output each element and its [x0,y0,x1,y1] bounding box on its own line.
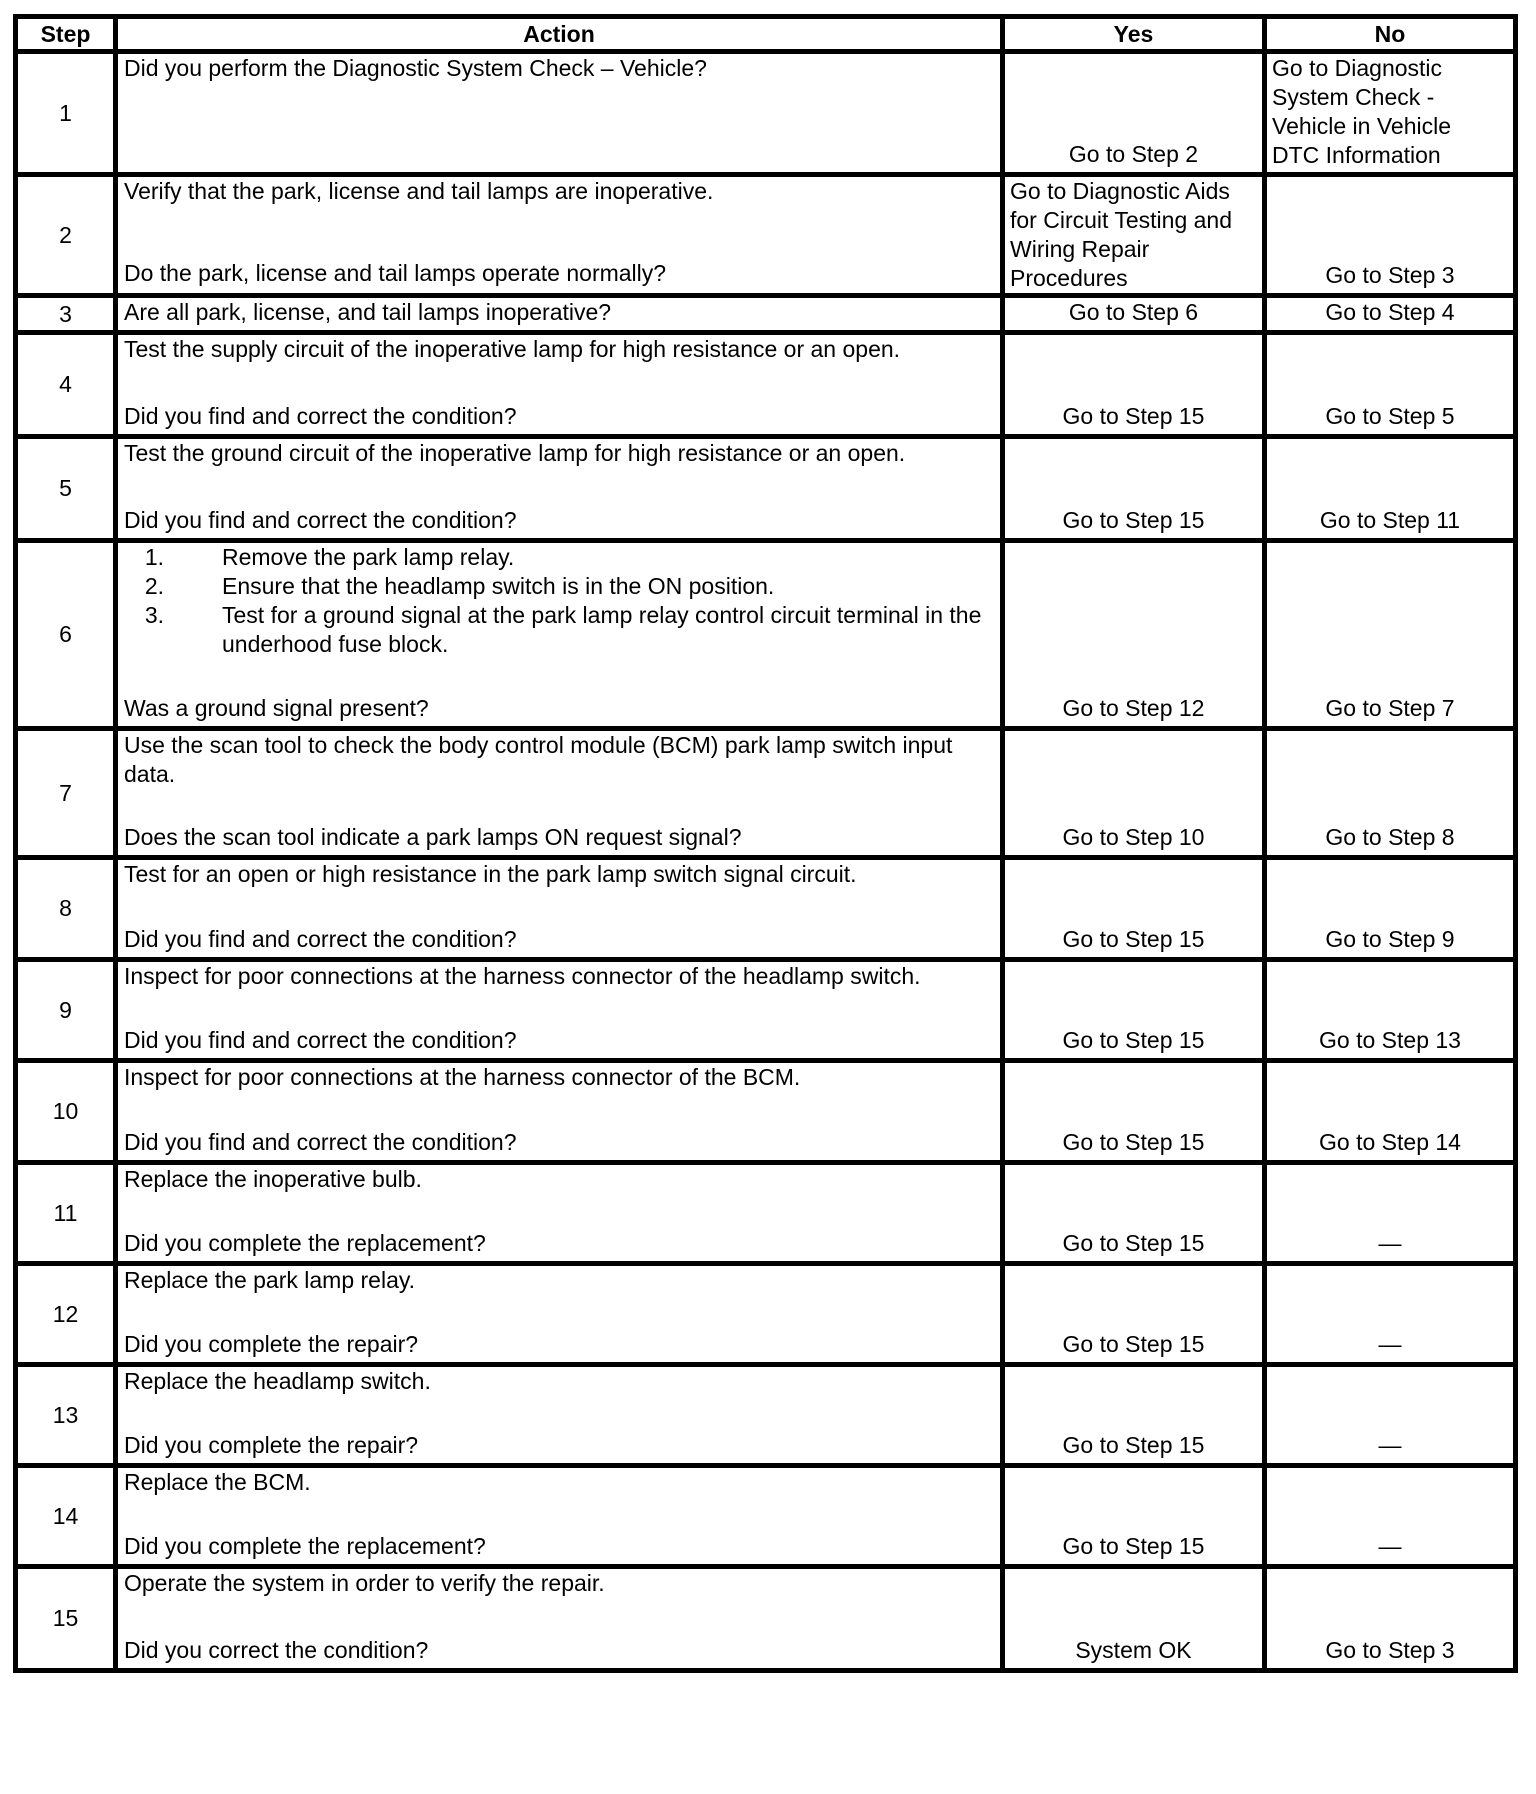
no-target[interactable]: Go to Step 4 [1325,299,1455,325]
table-row [16,1567,1516,1671]
no-link-line[interactable]: DTC Information [1272,142,1441,168]
action-instruction: Are all park, license, and tail lamps inoperative? [124,299,612,325]
substep-text: Remove the park lamp relay. [222,544,515,570]
action-instruction: Inspect for poor connections at the harness connector of the BCM. [124,1064,801,1090]
action-cell [116,175,1003,296]
no-target[interactable]: Go to Step 3 [1325,262,1455,288]
header-action: Action [116,17,1003,52]
no-target[interactable]: Go to Step 5 [1325,403,1455,429]
action-question: Did you find and correct the condition? [124,926,517,952]
yes-cell [1003,175,1265,296]
action-question: Did you correct the condition? [124,1637,429,1663]
action-cell [116,437,1003,541]
step-number: 6 [16,541,116,729]
action-question: Did you find and correct the condition? [124,1027,517,1053]
no-cell [1265,1163,1516,1264]
action-question: Did you find and correct the condition? [124,403,517,429]
table-row [16,175,1516,296]
yes-cell [1003,52,1265,175]
action-cell [116,541,1003,729]
step-number: 1 [16,52,116,175]
step-number: 11 [16,1163,116,1264]
substep-list [124,543,994,659]
action-cell [116,296,1003,333]
action-cell [116,1061,1003,1163]
yes-cell [1003,1264,1265,1365]
action-question: Does the scan tool indicate a park lamps ON request signal? [124,824,742,850]
step-number: 4 [16,333,116,437]
no-target[interactable]: Go to Step 11 [1319,507,1461,533]
header-yes: Yes [1003,17,1265,52]
yes-cell [1003,541,1265,729]
no-cell [1265,1466,1516,1567]
no-target[interactable]: Go to Step 14 [1319,1129,1461,1155]
no-target[interactable]: Go to Step 13 [1319,1027,1461,1053]
yes-cell [1003,960,1265,1061]
step-number: 2 [16,175,116,296]
yes-target[interactable]: Go to Step 15 [1062,1432,1205,1458]
substep-number: 1. [144,544,164,570]
table-row [16,960,1516,1061]
yes-link-line[interactable]: Go to Diagnostic Aids [1010,178,1230,204]
action-question: Did you complete the replacement? [124,1533,486,1559]
action-cell [116,52,1003,175]
action-cell [116,1567,1003,1671]
yes-cell [1003,333,1265,437]
substep-text: Test for a ground signal at the park lamp relay control circuit terminal in the underhood fuse block. [222,602,982,657]
substep-item [144,601,994,659]
header-row [16,17,1516,52]
action-instruction: Verify that the park, license and tail lamps are inoperative. [124,178,714,204]
no-link-line[interactable]: Go to Diagnostic [1272,55,1443,81]
substep-text: Ensure that the headlamp switch is in the ON position. [222,573,775,599]
action-instruction: Inspect for poor connections at the harness connector of the headlamp switch. [124,963,921,989]
action-question: Did you complete the repair? [124,1432,419,1458]
action-cell [116,858,1003,960]
table-row [16,1163,1516,1264]
table-row [16,296,1516,333]
yes-target[interactable]: Go to Step 15 [1062,507,1205,533]
step-number: 14 [16,1466,116,1567]
action-question [124,327,994,330]
no-target[interactable]: Go to Step 9 [1325,926,1455,952]
table-row [16,541,1516,729]
no-target[interactable]: Go to Step 7 [1325,695,1455,721]
action-instruction: Use the scan tool to check the body control module (BCM) park lamp switch input data. [124,732,953,787]
action-instruction: Replace the inoperative bulb. [124,1166,422,1192]
yes-cell [1003,437,1265,541]
yes-target[interactable]: Go to Step 15 [1062,1230,1205,1256]
yes-link-line[interactable]: Procedures [1010,265,1128,291]
no-target[interactable]: Go to Step 3 [1325,1637,1455,1663]
action-question: Did you find and correct the condition? [124,1129,517,1155]
table-row [16,333,1516,437]
action-instruction: Replace the park lamp relay. [124,1267,416,1293]
table-row [16,1466,1516,1567]
yes-cell [1003,1365,1265,1466]
action-cell [116,960,1003,1061]
yes-cell [1003,296,1265,333]
no-cell [1265,296,1516,333]
no-cell [1265,960,1516,1061]
table-row [16,858,1516,960]
action-cell [116,1365,1003,1466]
yes-target[interactable]: Go to Step 15 [1062,926,1205,952]
yes-target[interactable]: Go to Step 12 [1062,695,1205,721]
action-question: Do the park, license and tail lamps operate normally? [124,260,667,286]
table-row [16,437,1516,541]
no-cell [1265,437,1516,541]
yes-cell [1003,1567,1265,1671]
step-number: 13 [16,1365,116,1466]
action-instruction: Did you perform the Diagnostic System Check – Vehicle? [124,55,707,81]
substep-number: 3. [144,602,164,628]
action-cell [116,1466,1003,1567]
step-number: 5 [16,437,116,541]
no-cell [1265,729,1516,858]
table-row [16,1061,1516,1163]
yes-target[interactable]: Go to Step 15 [1062,1331,1205,1357]
action-cell [116,729,1003,858]
no-target[interactable]: Go to Step 8 [1325,824,1455,850]
action-instruction: Operate the system in order to verify the repair. [124,1570,605,1596]
yes-cell [1003,1163,1265,1264]
no-cell [1265,1061,1516,1163]
step-number: 9 [16,960,116,1061]
yes-target[interactable]: Go to Step 15 [1062,1533,1205,1559]
action-cell [116,1163,1003,1264]
no-cell [1265,333,1516,437]
action-instruction: Test the ground circuit of the inoperative lamp for high resistance or an open. [124,440,906,466]
substep-item [144,543,994,572]
no-cell [1265,1264,1516,1365]
step-number: 7 [16,729,116,858]
no-cell [1265,541,1516,729]
step-number: 3 [16,296,116,333]
action-instruction: Replace the BCM. [124,1469,311,1495]
table-row [16,1365,1516,1466]
yes-target[interactable]: Go to Step 15 [1062,403,1205,429]
action-question: Did you find and correct the condition? [124,507,517,533]
yes-target[interactable]: Go to Step 2 [1068,141,1199,167]
no-target: — [1378,1331,1402,1357]
yes-target[interactable]: Go to Step 10 [1062,824,1205,850]
no-link-line[interactable]: Vehicle in Vehicle [1272,113,1452,139]
yes-link-line[interactable]: Wiring Repair [1010,236,1150,262]
action-question: Did you complete the replacement? [124,1230,486,1256]
header-no: No [1265,17,1516,52]
yes-target[interactable]: Go to Step 15 [1062,1027,1205,1053]
no-cell [1265,1567,1516,1671]
no-cell [1265,52,1516,175]
step-number: 10 [16,1061,116,1163]
no-target: — [1378,1230,1402,1256]
action-instruction: Test the supply circuit of the inoperative lamp for high resistance or an open. [124,336,901,362]
no-cell [1265,175,1516,296]
yes-cell [1003,729,1265,858]
table-row [16,1264,1516,1365]
no-link-line[interactable]: System Check - [1272,84,1435,110]
action-question [124,169,994,172]
yes-target[interactable]: System OK [1075,1637,1192,1663]
table-body [16,52,1516,1671]
no-cell [1265,1365,1516,1466]
action-instruction: Replace the headlamp switch. [124,1368,431,1394]
step-number: 8 [16,858,116,960]
action-instruction: Test for an open or high resistance in the park lamp switch signal circuit. [124,861,857,887]
yes-cell [1003,858,1265,960]
diagnostic-table [13,14,1518,1673]
table-row [16,52,1516,175]
no-target: — [1378,1533,1402,1559]
action-cell [116,333,1003,437]
step-number: 12 [16,1264,116,1365]
action-question: Did you complete the repair? [124,1331,419,1357]
header-step: Step [16,17,116,52]
action-cell [116,1264,1003,1365]
no-target: — [1378,1432,1402,1458]
yes-cell [1003,1466,1265,1567]
step-number: 15 [16,1567,116,1671]
table-row [16,729,1516,858]
substep-number: 2. [144,573,164,599]
action-question: Was a ground signal present? [124,695,429,721]
yes-link-line[interactable]: for Circuit Testing and [1010,207,1233,233]
substep-item [144,572,994,601]
yes-target[interactable]: Go to Step 15 [1062,1129,1205,1155]
no-cell [1265,858,1516,960]
yes-cell [1003,1061,1265,1163]
yes-target[interactable]: Go to Step 6 [1068,299,1199,325]
